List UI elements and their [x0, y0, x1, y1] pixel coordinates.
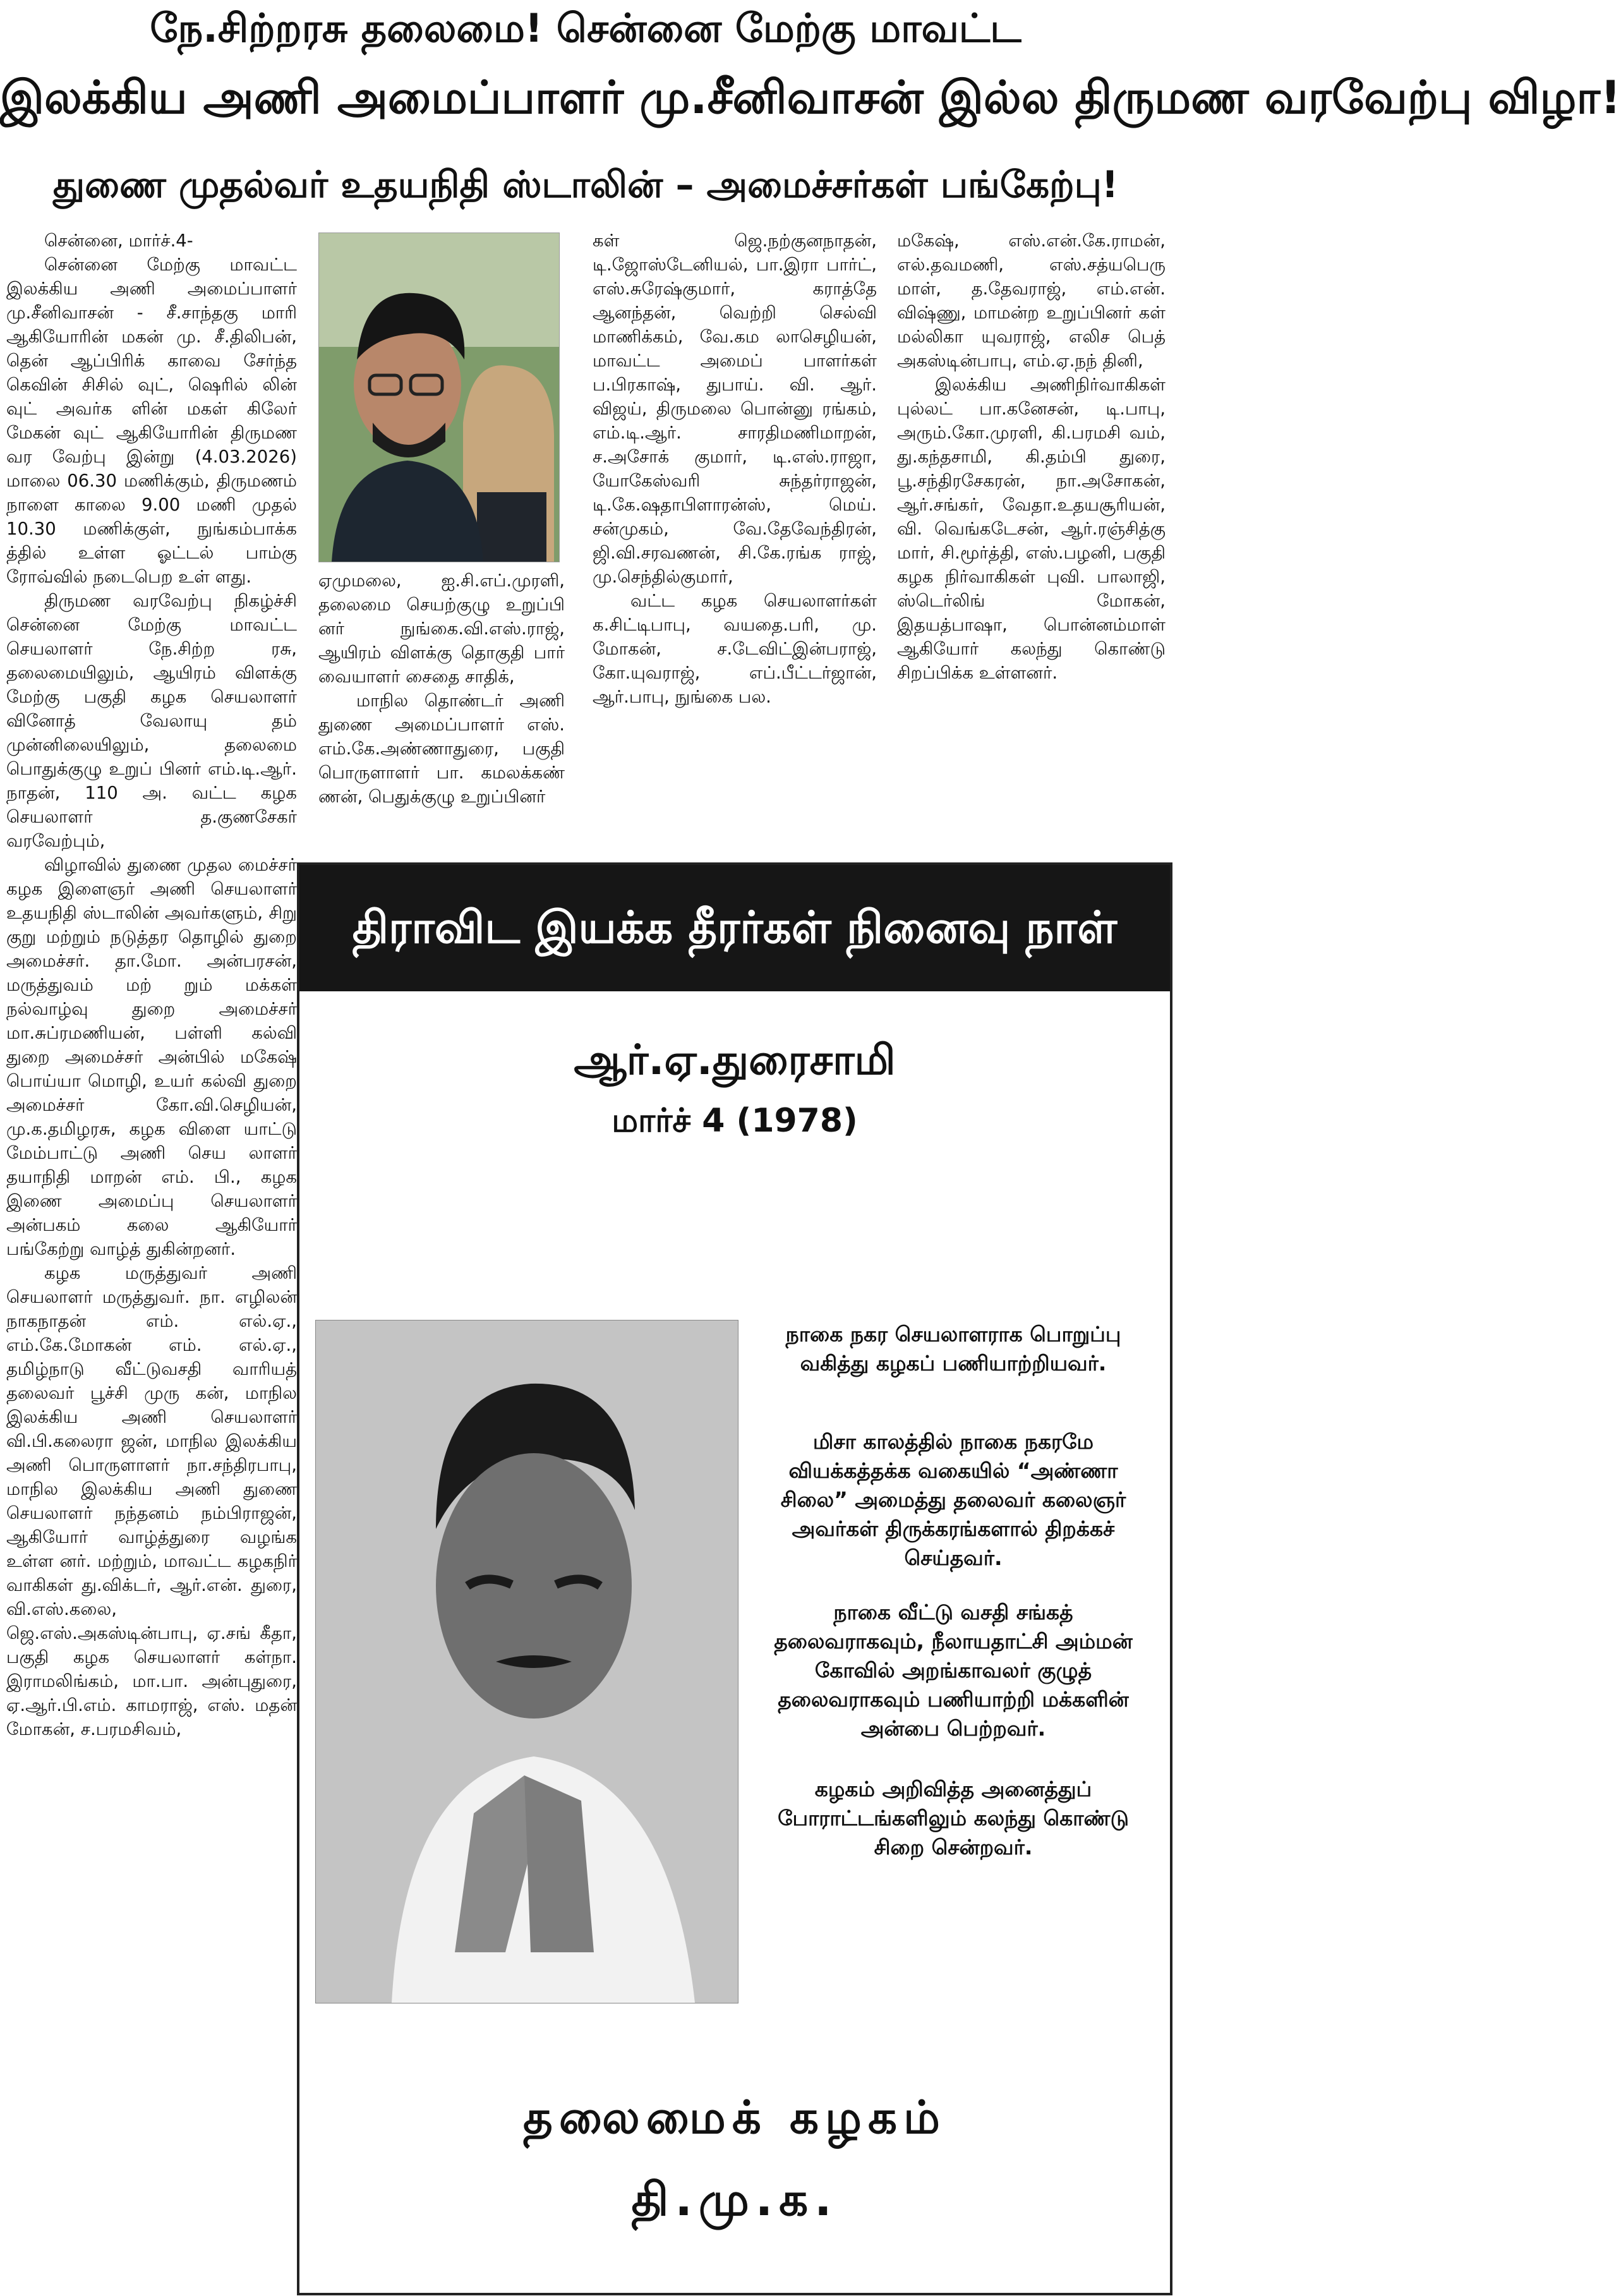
paragraph: கள் ஜெ.நற்குனநாதன், டி.ஜோஸ்டேனியல், பா.இரா பார்ட், எஸ்.சுரேஷ்குமார், கராத்தே ஆனந்தன், வெற்றி செல்வி மாணிக்கம், வே.கம லாசெழியன், மாவட்ட அமைப் பாளர்கள் ப.பிரகாஷ், துபாய். வி. ஆர். விஜய், திருமலை பொன்னு ரங்கம், எம்.டி.ஆர். சாரதிமணிமாறன், ச.அசோக் குமார், டி.எஸ்.ராஜா, யோகேஸ்வரி சுந்தர்ராஜன், டி.கே.ஷதாபிளாரன்ஸ், மெய். சன்முகம், வே.தேவேந்திரன், ஜி.வி.சரவணன், சி.கே.ரங்க ராஜ், மு.செந்தில்குமார், — [593, 231, 877, 587]
article-column-4 — [897, 229, 1166, 685]
couple-photo — [318, 233, 560, 562]
paragraph: விழாவில் துணை முதல மைச்சர் கழக இளைஞர் அணி செயலாளர் உதயநிதி ஸ்டாலின் அவர்களும், சிறு குறு மற்றும் நடுத்தர தொழில் துறை அமைச்சர். தா.மோ. அன்பரசன், மருத்துவம் மற் றும் மக்கள் நல்வாழ்வு துறை அமைச்சர் மா.சுப்ரமணியன், பள்ளி கல்வி துறை அமைச்சர் அன்பில் மகேஷ் பொய்யா மொழி, உயர் கல்வி துறை அமைச்சர் கோ.வி.செழியன், மு.க.தமிழரசு, கழக விளை யாட்டு மேம்பாட்டு அணி செய லாளர் தயாநிதி மாறன் எம். பி., கழக இணை அமைப்பு செயலாளர் அன்பகம் கலை ஆகியோர் பங்கேற்று வாழ்த் துகின்றனர். — [6, 855, 297, 1259]
headline-line1: நே.சிற்றரசு தலைமை! சென்னை மேற்கு மாவட்ட — [150, 5, 1021, 51]
paragraph: சென்னை மேற்கு மாவட்ட இலக்கிய அணி அமைப்பாளர் மு.சீனிவாசன் - சீ.சாந்தகு மாரி ஆகியோரின் மகன் மு. சீ.திலிபன், தென் ஆப்பிரிக் காவை சேர்ந்த கெவின் சிசில் வுட், ஷெரில் லின் வுட் அவர்க ளின் மகள் கிலேர் மேகன் வுட் ஆகியோரின் திருமண வர வேற்பு இன்று (4.03.2026) மாலை 06.30 மணிக்கும், திருமணம் நாளை காலை 9.00 மணி முதல் 10.30 மணிக்குள், நுங்கம்பாக்க த்தில் உள்ள ஓட்டல் பாம்கு ரோவ்வில் நடைபெற உள் ளது. — [6, 255, 297, 587]
paragraph: ஏமுமலை, ஐ.சி.எப்.முரளி, தலைமை செயற்குழு உறுப்பி னர் நுங்கை.வி.எஸ்.ராஜ், ஆயிரம் விளக்கு தொகுதி பார் வையாளர் சைதை சாதிக், — [318, 571, 565, 687]
paragraph: கழக மருத்துவர் அணி செயலாளர் மருத்துவர். நா. எழிலன் நாகநாதன் எம். எல்.ஏ., எம்.கே.மோகன் எம். எல்.ஏ., தமிழ்நாடு வீட்டுவசதி வாரியத் தலைவர் பூச்சி முரு கன், மாநில இலக்கிய அணி செயலாளர் வி.பி.கலைரா ஜன், மாநில இலக்கிய அணி பொருளாளர் நா.சந்திரபாபு, மாநில இலக்கிய அணி துணை செயலாளர் நந்தனம் நம்பிராஜன், ஆகியோர் வாழ்த்துரை வழங்க உள்ள னர். மற்றும், மாவட்ட கழகநிர் வாகிகள் து.விக்டர், ஆர்.என். துரை, வி.எஸ்.கலை, ஜெ.எஸ்.அகஸ்டின்பாபு, ஏ.சங் கீதா, பகுதி கழக செயலாளர் கள்நா. இராமலிங்கம், மா.பா. அன்புதுரை, ஏ.ஆர்.பி.எம். காமராஜ், எஸ். மதன் மோகன், ச.பரமசிவம், — [6, 1263, 297, 1739]
memorial-name: ஆர்.ஏ.துரைசாமி — [574, 1036, 896, 1084]
memorial-banner — [299, 865, 1170, 991]
paragraph: மாநில தொண்டர் அணி துணை அமைப்பாளர் எஸ். எம்.கே.அண்ணாதுரை, பகுதி பொருளாளர் பா. கமலக்கண் ணன், பெதுக்குழு உறுப்பினர் — [318, 691, 565, 807]
memorial-bio-3: நாகை வீட்டு வசதி சங்கத் தலைவராகவும், நீலாயதாட்சி அம்மன் கோவில் அறங்காவலர் குழுத் தலைவராகவும் பணியாற்றி மக்களின் அன்பை பெற்றவர். — [774, 1600, 1133, 1741]
paragraph: இலக்கிய அணிநிர்வாகிகள் புல்லட் பா.கனேசன், டி.பாபு, அரும்.கோ.முரளி, கி.பரமசி வம், து.கந்தசாமி, கி.தம்பி துரை, பூ.சந்திரசேகரன், நா.அசோகன், ஆர்.சங்கர், வேதா.உதயசூரியன், வி. வெங்கடேசன், ஆர்.ரஞ்சித்கு மார், சி.மூர்த்தி, எஸ்.பழனி, பகுதி கழக நிர்வாகிகள் புவி. பாலாஜி, ஸ்டெர்லிங் மோகன், இதயத்பாஷா, பொன்னம்மாள் ஆகியோர் கலந்து கொண்டு சிறப்பிக்க உள்ளனர். — [897, 375, 1166, 683]
dateline: சென்னை, மார்ச்.4- — [44, 231, 193, 251]
memorial-bio-4: கழகம் அறிவித்த அனைத்துப் போராட்டங்களிலும் கலந்து கொண்டு சிறை சென்றவர். — [778, 1777, 1129, 1859]
signature-line-2: தி.மு.க. — [631, 2173, 838, 2226]
paragraph: மகேஷ், எஸ்.என்.கே.ராமன், எல்.தவமணி, எஸ்.சத்யபெரு மாள், த.தேவராஜ், எம்.என். விஷ்ணு, மாமன்ற உறுப்பினர் கள் மல்லிகா யுவராஜ், எலிச பெத் அகஸ்டின்பாபு, எம்.ஏ.நந் தினி, — [897, 231, 1166, 371]
article-column-1 — [6, 229, 297, 1741]
headline-line2: இலக்கிய அணி அமைப்பாளர் மு.சீனிவாசன் இல்ல திருமண வரவேற்பு விழா! — [0, 71, 1621, 124]
signature-line-1: தலைமைக் கழகம் — [523, 2091, 946, 2144]
portrait-illustration — [316, 1320, 738, 2003]
memorial-portrait — [315, 1320, 738, 2003]
memorial-bio-2: மிசா காலத்தில் நாகை நகரமே வியக்கத்தக்க வகையில் “அண்ணா சிலை” அமைத்து தலைவர் கலைஞர் அவர்கள் திருக்கரங்களால் திறக்கச் செய்தவர். — [780, 1429, 1126, 1570]
article-column-3 — [593, 229, 877, 709]
memorial-date: மார்ச் 4 (1978) — [612, 1102, 858, 1140]
paragraph: திருமண வரவேற்பு நிகழ்ச்சி சென்னை மேற்கு மாவட்ட செயலாளர் நே.சிற்ற ரசு, தலைமையிலும், ஆயிரம் விளக்கு மேற்கு பகுதி கழக செயலாளர் வினோத் வேலாயு தம் முன்னிலையிலும், தலைமை பொதுக்குழு உறுப் பினர் எம்.டி.ஆர். நாதன், 110 அ. வட்ட கழக செயலாளர் த.குணசேகர் வரவேற்பும், — [6, 591, 297, 851]
memorial-banner-title: திராவிட இயக்க தீரர்கள் நினைவு நாள் — [352, 902, 1118, 953]
paragraph: வட்ட கழக செயலாளர்கள் க.சிட்டிபாபு, வயதை.பரி, மு. மோகன், ச.டேவிட்இன்பராஜ், கோ.யுவராஜ், எப்.பீட்டர்ஜான், ஆர்.பாபு, நுங்கை பல. — [593, 591, 877, 707]
headline-line3: துணை முதல்வர் உதயநிதி ஸ்டாலின் – அமைச்சர்கள் பங்கேற்பு! — [52, 163, 1119, 206]
article-column-2 — [318, 569, 565, 809]
couple-photo-illustration — [319, 233, 559, 562]
memorial-ad — [297, 862, 1172, 2295]
memorial-bio-1: நாகை நகர செயலாளராக பொறுப்பு வகித்து கழகப் பணியாற்றியவர். — [785, 1322, 1121, 1375]
